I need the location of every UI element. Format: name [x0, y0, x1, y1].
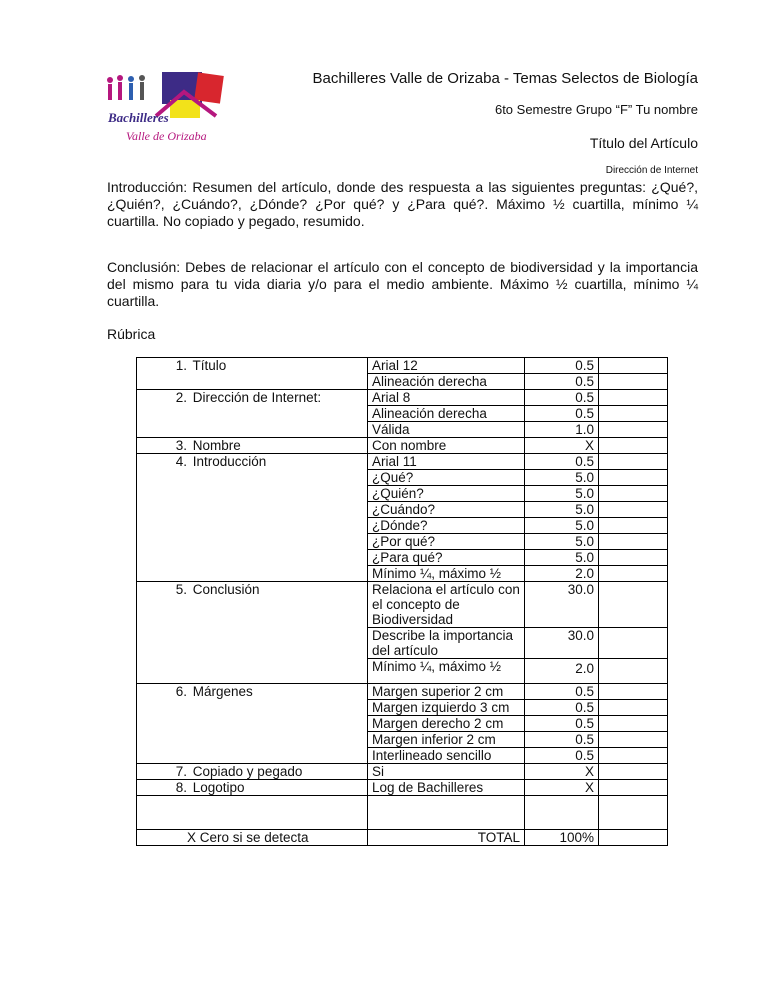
internet-address: Dirección de Internet	[605, 165, 698, 176]
table-row: Margen izquierdo 3 cm 0.5	[137, 700, 668, 716]
table-row: 2. Dirección de Internet: Arial 8 0.5	[137, 390, 668, 406]
total-label: TOTAL	[368, 830, 525, 846]
criterion-cell: Arial 12	[368, 358, 525, 374]
grade-cell	[599, 358, 668, 374]
table-row: ¿Quién? 5.0	[137, 486, 668, 502]
bachilleres-logo	[104, 70, 229, 146]
article-title: Título del Artículo	[589, 135, 698, 151]
student-info: 6to Semestre Grupo “F” Tu nombre	[494, 102, 698, 117]
table-row: 8. Logotipo Log de Bachilleres X	[137, 780, 668, 796]
table-row: Alineación derecha 0.5	[137, 406, 668, 422]
table-row: Válida 1.0	[137, 422, 668, 438]
total-value: 100%	[525, 830, 599, 846]
score-cell: 0.5	[525, 358, 599, 374]
rubric-title: Rúbrica	[107, 326, 156, 342]
item-cell: 1. Título	[137, 358, 368, 374]
table-row: 5. Conclusión Relaciona el artículo con el concepto de Biodiversidad 30.0	[137, 582, 668, 628]
footer-note: X Cero si se detecta	[137, 830, 368, 846]
table-row: ¿Qué? 5.0	[137, 470, 668, 486]
table-row: ¿Dónde? 5.0	[137, 518, 668, 534]
table-row: ¿Por qué? 5.0	[137, 534, 668, 550]
table-row: Mínimo ¼, máximo ½ 2.0	[137, 659, 668, 684]
table-row: Mínimo ¼, máximo ½ 2.0	[137, 566, 668, 582]
table-row: ¿Cuándo? 5.0	[137, 502, 668, 518]
table-row: Margen inferior 2 cm 0.5	[137, 732, 668, 748]
table-row: 7. Copiado y pegado Si X	[137, 764, 668, 780]
table-row: ¿Para qué? 5.0	[137, 550, 668, 566]
table-row: Interlineado sencillo 0.5	[137, 748, 668, 764]
table-row: 6. Márgenes Margen superior 2 cm 0.5	[137, 684, 668, 700]
svg-text:Bachilleres: Bachilleres	[108, 110, 169, 125]
table-row: Margen derecho 2 cm 0.5	[137, 716, 668, 732]
table-row	[137, 796, 668, 830]
introduction-paragraph: Introducción: Resumen del artículo, donde des respuesta a las siguientes preguntas: ¿Qué?, ¿Quién?, ¿Cuándo?, ¿Dónde? ¿Por qué? y ¿Para qué?. Máximo ½ cuartilla, mínimo ¼ cuartilla. No copiado y pegado, resumido.	[107, 179, 698, 229]
total-row	[137, 830, 668, 846]
logo-graphic	[104, 70, 229, 146]
document-title: Bachilleres Valle de Orizaba - Temas Selectos de Biología	[312, 70, 698, 87]
table-row: 3. Nombre Con nombre X	[137, 438, 668, 454]
table-row: Alineación derecha 0.5	[137, 374, 668, 390]
table-row	[137, 358, 668, 374]
rubric-table	[136, 357, 668, 846]
table-row: 4. Introducción Arial 11 0.5	[137, 454, 668, 470]
conclusion-paragraph: Conclusión: Debes de relacionar el artículo con el concepto de biodiversidad y la importancia del mismo para tu vida diaria y/o para el medio ambiente. Máximo ½ cuartilla, mínimo ¼ cuartilla.	[107, 259, 698, 309]
svg-text:Valle de Orizaba: Valle de Orizaba	[126, 129, 207, 143]
table-row: Describe la importancia del artículo 30.0	[137, 628, 668, 659]
